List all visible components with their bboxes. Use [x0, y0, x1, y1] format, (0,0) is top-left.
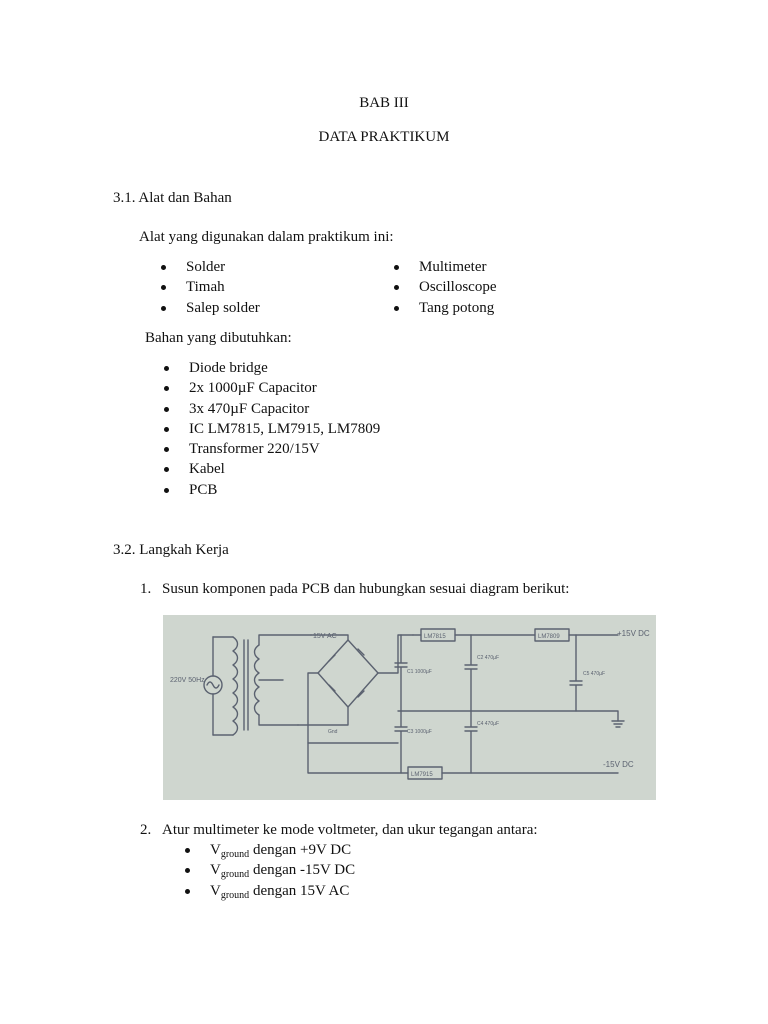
list-item: Solder: [161, 257, 260, 277]
list-item: PCB: [164, 480, 380, 500]
tools-list-left: [161, 257, 260, 318]
ac-source-icon: [204, 637, 233, 735]
list-item: Timah: [161, 277, 260, 297]
tools-list-right: [394, 257, 496, 318]
tools-intro: Alat yang digunakan dalam praktikum ini:: [139, 229, 394, 245]
c2-label: C2 470µF: [477, 655, 500, 661]
c5-label: C5 470µF: [583, 671, 606, 677]
transformer-icon: [233, 635, 311, 735]
list-item: Oscilloscope: [394, 277, 496, 297]
list-item: 2x 1000µF Capacitor: [164, 378, 380, 398]
regulator-bottom-label: LM7915: [411, 772, 433, 778]
section-heading-alat-bahan: 3.1. Alat dan Bahan: [113, 190, 232, 206]
voltage-symbol: V: [210, 862, 221, 879]
list-item: [185, 860, 355, 880]
measurement-text: dengan +9V DC: [249, 842, 352, 858]
c4-label: C4 470µF: [477, 721, 500, 727]
out-pos-label: +15V DC: [617, 629, 650, 638]
step-1-number: 1.: [140, 581, 152, 597]
list-item: Salep solder: [161, 298, 260, 318]
ac-label: 15V AC: [313, 633, 337, 640]
c3-label: C3 1000µF: [407, 729, 432, 735]
list-item: Tang potong: [394, 298, 496, 318]
list-item: Kabel: [164, 459, 380, 479]
step-2-number: 2.: [140, 822, 152, 838]
measurement-text: dengan -15V DC: [249, 862, 356, 879]
step-2-text: Atur multimeter ke mode voltmeter, dan ukur tegangan antara:: [162, 822, 538, 838]
voltage-subscript: ground: [220, 869, 250, 881]
ground-icon: [612, 721, 624, 727]
measurement-text: dengan 15V AC: [249, 882, 350, 899]
circuit-diagram-sketch: [163, 615, 656, 800]
page-title: DATA PRAKTIKUM: [318, 129, 450, 145]
negative-rail: [308, 743, 618, 773]
out-neg-label: -15V DC: [603, 760, 634, 769]
list-item: IC LM7815, LM7915, LM7809: [164, 419, 380, 439]
chapter-label: BAB III: [359, 95, 409, 111]
list-item: Multimeter: [394, 257, 496, 277]
step-1-text: Susun komponen pada PCB dan hubungkan sesuai diagram berikut:: [162, 581, 570, 597]
circuit-diagram: [163, 615, 656, 800]
materials-intro: Bahan yang dibutuhkan:: [145, 330, 292, 346]
voltage-subscript: ground: [220, 849, 250, 860]
list-item: Transformer 220/15V: [164, 439, 380, 459]
capacitor-c4-icon: [465, 711, 477, 773]
materials-list: [164, 358, 380, 500]
voltage-symbol: V: [210, 882, 221, 899]
regulator-mid-label: LM7809: [538, 634, 560, 640]
capacitor-c2-icon: [465, 635, 477, 711]
list-item: [185, 840, 355, 860]
capacitor-c5-icon: [570, 635, 582, 711]
list-item: Diode bridge: [164, 358, 380, 378]
gnd-label: Gnd: [328, 729, 338, 735]
ground-rail: [398, 711, 618, 721]
c1-label: C1 1000µF: [407, 669, 432, 675]
capacitor-c3-icon: [395, 711, 407, 773]
source-label: 220V 50Hz: [170, 677, 205, 684]
voltage-subscript: ground: [220, 889, 250, 901]
regulator-top-label: LM7815: [424, 634, 446, 640]
measurement-list: [185, 840, 355, 901]
list-item: [185, 881, 355, 901]
section-heading-langkah-kerja: 3.2. Langkah Kerja: [113, 542, 229, 558]
list-item: 3x 470µF Capacitor: [164, 399, 380, 419]
voltage-symbol: V: [210, 842, 221, 858]
